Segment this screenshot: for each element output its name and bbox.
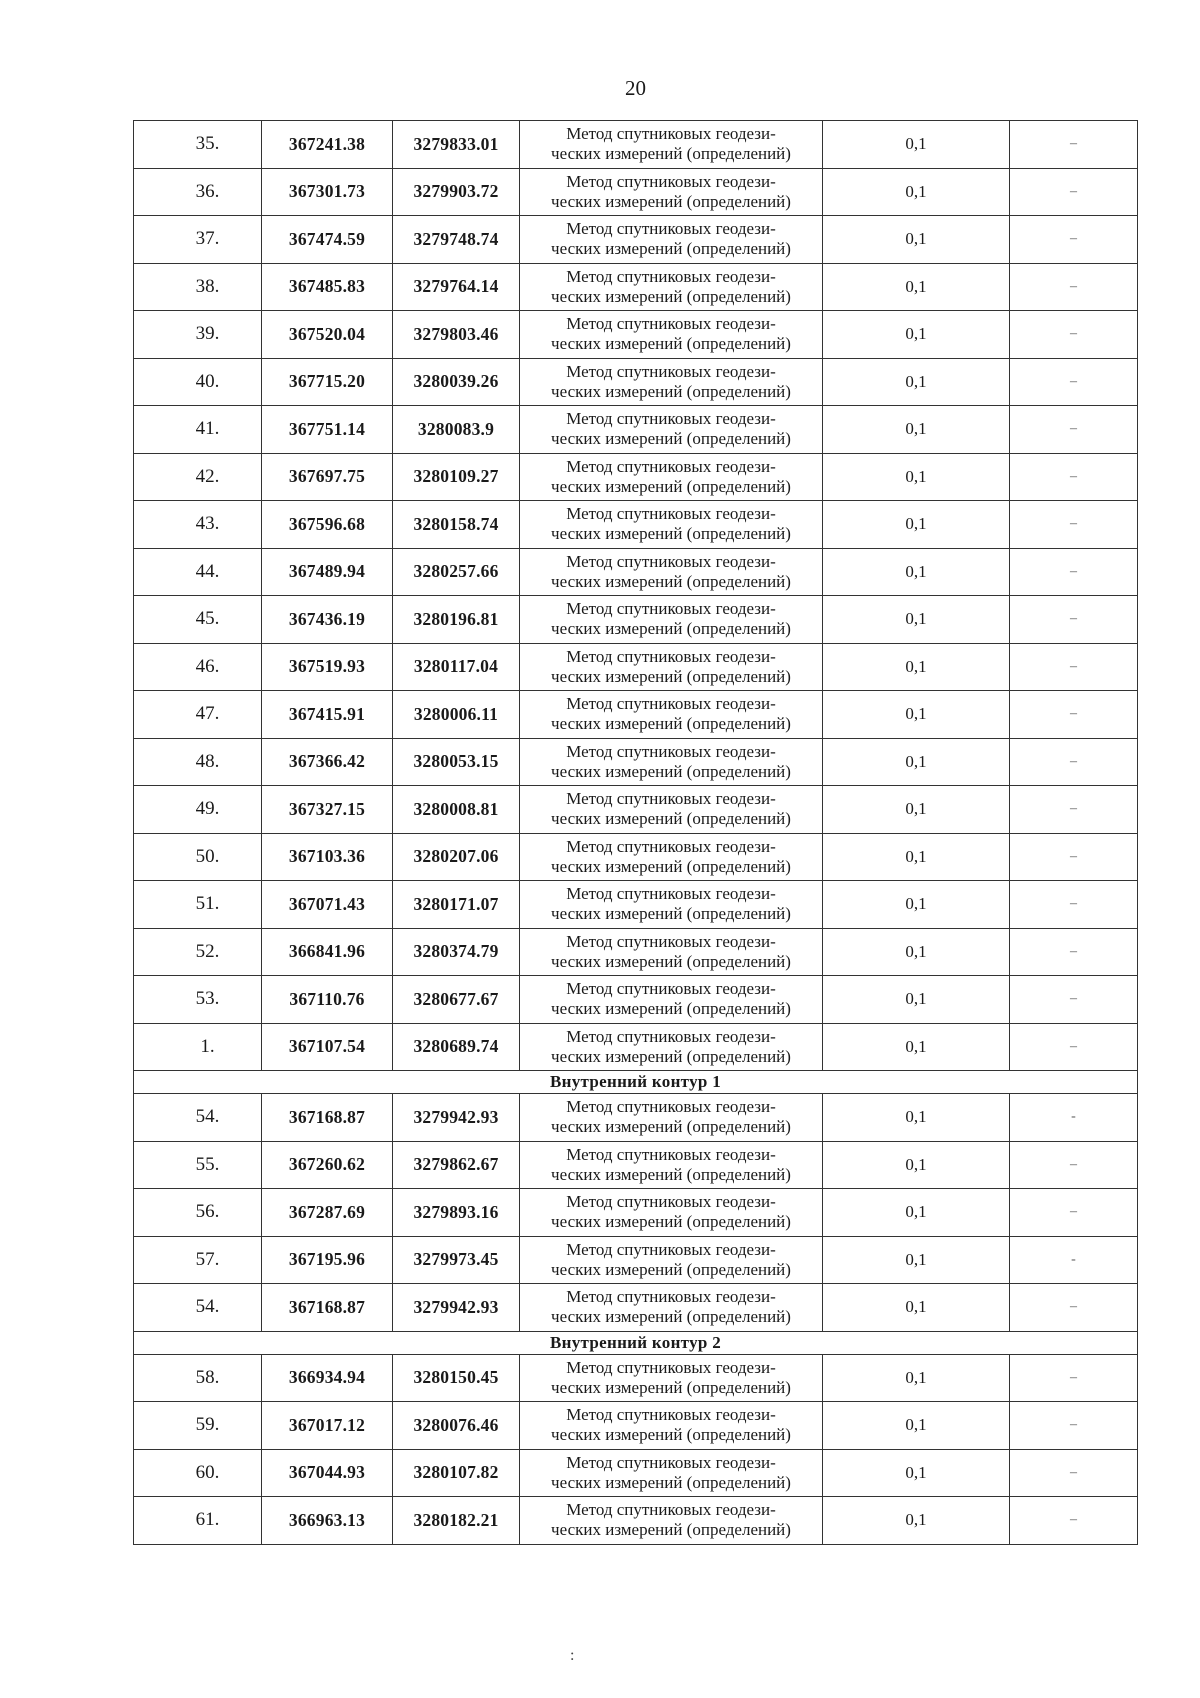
note-cell: – (1010, 881, 1138, 929)
method-text-line-2: ческих измерений (определений) (551, 429, 791, 449)
accuracy-cell: 0,1 (823, 358, 1010, 406)
accuracy-cell: 0,1 (823, 1236, 1010, 1284)
method-text-line-1: Метод спутниковых геодези- (566, 1026, 776, 1046)
table-row (134, 1094, 1138, 1142)
method-text-line-2: ческих измерений (определений) (551, 334, 791, 354)
note-cell: – (1010, 1284, 1138, 1332)
method-text-line-2: ческих измерений (определений) (551, 144, 791, 164)
point-number-cell: 58. (134, 1354, 262, 1402)
method-cell (520, 833, 823, 881)
accuracy-cell: 0,1 (823, 833, 1010, 881)
table-row (134, 1236, 1138, 1284)
point-number-cell: 48. (134, 738, 262, 786)
method-cell (520, 786, 823, 834)
y-coordinate-cell: 3280039.26 (393, 358, 520, 406)
accuracy-cell: 0,1 (823, 548, 1010, 596)
note-cell: – (1010, 311, 1138, 359)
method-cell (520, 1023, 823, 1071)
x-coordinate-cell: 367017.12 (262, 1402, 393, 1450)
footer-mark: : (570, 1647, 575, 1664)
y-coordinate-cell: 3280158.74 (393, 501, 520, 549)
point-number-cell: 44. (134, 548, 262, 596)
method-cell (520, 928, 823, 976)
method-cell (520, 406, 823, 454)
point-number-cell: 52. (134, 928, 262, 976)
y-coordinate-cell: 3280689.74 (393, 1023, 520, 1071)
method-text-line-1: Метод спутниковых геодези- (566, 1192, 776, 1212)
point-number-cell: 50. (134, 833, 262, 881)
x-coordinate-cell: 367489.94 (262, 548, 393, 596)
table-row (134, 1284, 1138, 1332)
method-text-line-1: Метод спутниковых геодези- (566, 836, 776, 856)
table-row (134, 311, 1138, 359)
note-cell: – (1010, 358, 1138, 406)
point-number-cell: 51. (134, 881, 262, 929)
section-title: Внутренний контур 1 (134, 1071, 1138, 1094)
accuracy-cell: 0,1 (823, 168, 1010, 216)
method-text-line-2: ческих измерений (определений) (551, 1259, 791, 1279)
method-text-line-2: ческих измерений (определений) (551, 856, 791, 876)
method-text-line-2: ческих измерений (определений) (551, 904, 791, 924)
method-text-line-1: Метод спутниковых геодези- (566, 1287, 776, 1307)
note-cell: – (1010, 596, 1138, 644)
method-text-line-1: Метод спутниковых геодези- (566, 1405, 776, 1425)
method-text-line-1: Метод спутниковых геодези- (566, 219, 776, 239)
accuracy-cell: 0,1 (823, 216, 1010, 264)
accuracy-cell: 0,1 (823, 1141, 1010, 1189)
method-cell (520, 1236, 823, 1284)
table-row (134, 1402, 1138, 1450)
note-cell: – (1010, 1354, 1138, 1402)
method-text-line-2: ческих измерений (определений) (551, 666, 791, 686)
accuracy-cell: 0,1 (823, 311, 1010, 359)
x-coordinate-cell: 367044.93 (262, 1449, 393, 1497)
table-row (134, 596, 1138, 644)
y-coordinate-cell: 3280006.11 (393, 691, 520, 739)
table-row (134, 358, 1138, 406)
method-cell (520, 1189, 823, 1237)
method-cell (520, 976, 823, 1024)
method-cell (520, 881, 823, 929)
accuracy-cell: 0,1 (823, 976, 1010, 1024)
method-text-line-2: ческих измерений (определений) (551, 239, 791, 259)
point-number-cell: 46. (134, 643, 262, 691)
table-row (134, 168, 1138, 216)
point-number-cell: 56. (134, 1189, 262, 1237)
y-coordinate-cell: 3280107.82 (393, 1449, 520, 1497)
point-number-cell: 42. (134, 453, 262, 501)
point-number-cell: 61. (134, 1497, 262, 1545)
method-text-line-1: Метод спутниковых геодези- (566, 741, 776, 761)
x-coordinate-cell: 367168.87 (262, 1094, 393, 1142)
y-coordinate-cell: 3280196.81 (393, 596, 520, 644)
method-text-line-1: Метод спутниковых геодези- (566, 599, 776, 619)
method-cell (520, 216, 823, 264)
note-cell: - (1010, 1236, 1138, 1284)
method-text-line-2: ческих измерений (определений) (551, 191, 791, 211)
x-coordinate-cell: 367287.69 (262, 1189, 393, 1237)
note-cell: – (1010, 501, 1138, 549)
section-header-row (134, 1071, 1138, 1094)
method-text-line-2: ческих измерений (определений) (551, 1520, 791, 1540)
method-text-line-1: Метод спутниковых геодези- (566, 646, 776, 666)
point-number-cell: 1. (134, 1023, 262, 1071)
table-row (134, 976, 1138, 1024)
note-cell: – (1010, 1402, 1138, 1450)
method-text-line-2: ческих измерений (определений) (551, 476, 791, 496)
y-coordinate-cell: 3279903.72 (393, 168, 520, 216)
note-cell: – (1010, 928, 1138, 976)
note-cell: – (1010, 406, 1138, 454)
x-coordinate-cell: 367110.76 (262, 976, 393, 1024)
note-cell: – (1010, 1141, 1138, 1189)
method-cell (520, 691, 823, 739)
y-coordinate-cell: 3280109.27 (393, 453, 520, 501)
y-coordinate-cell: 3280076.46 (393, 1402, 520, 1450)
note-cell: – (1010, 453, 1138, 501)
table-row (134, 1497, 1138, 1545)
x-coordinate-cell: 367301.73 (262, 168, 393, 216)
method-text-line-1: Метод спутниковых геодези- (566, 266, 776, 286)
note-cell: – (1010, 833, 1138, 881)
x-coordinate-cell: 367366.42 (262, 738, 393, 786)
accuracy-cell: 0,1 (823, 691, 1010, 739)
table-row (134, 453, 1138, 501)
note-cell: – (1010, 1189, 1138, 1237)
table-row (134, 1354, 1138, 1402)
method-text-line-2: ческих измерений (определений) (551, 999, 791, 1019)
x-coordinate-cell: 367260.62 (262, 1141, 393, 1189)
method-text-line-1: Метод спутниковых геодези- (566, 1500, 776, 1520)
accuracy-cell: 0,1 (823, 928, 1010, 976)
accuracy-cell: 0,1 (823, 121, 1010, 169)
y-coordinate-cell: 3279942.93 (393, 1094, 520, 1142)
method-cell (520, 1449, 823, 1497)
table-row (134, 263, 1138, 311)
method-cell (520, 738, 823, 786)
method-cell (520, 358, 823, 406)
method-cell (520, 1094, 823, 1142)
table-row (134, 216, 1138, 264)
method-text-line-1: Метод спутниковых геодези- (566, 124, 776, 144)
method-text-line-2: ческих измерений (определений) (551, 1046, 791, 1066)
table-row (134, 1189, 1138, 1237)
accuracy-cell: 0,1 (823, 501, 1010, 549)
accuracy-cell: 0,1 (823, 406, 1010, 454)
table-row (134, 121, 1138, 169)
accuracy-cell: 0,1 (823, 1094, 1010, 1142)
method-text-line-1: Метод спутниковых геодези- (566, 979, 776, 999)
method-cell (520, 311, 823, 359)
table-row (134, 786, 1138, 834)
method-cell (520, 1402, 823, 1450)
point-number-cell: 37. (134, 216, 262, 264)
note-cell: – (1010, 738, 1138, 786)
method-text-line-2: ческих измерений (определений) (551, 619, 791, 639)
point-number-cell: 43. (134, 501, 262, 549)
table-row (134, 643, 1138, 691)
x-coordinate-cell: 367485.83 (262, 263, 393, 311)
method-cell (520, 1354, 823, 1402)
method-text-line-1: Метод спутниковых геодези- (566, 456, 776, 476)
point-number-cell: 49. (134, 786, 262, 834)
x-coordinate-cell: 367715.20 (262, 358, 393, 406)
x-coordinate-cell: 366841.96 (262, 928, 393, 976)
accuracy-cell: 0,1 (823, 1284, 1010, 1332)
note-cell: – (1010, 1449, 1138, 1497)
point-number-cell: 55. (134, 1141, 262, 1189)
point-number-cell: 47. (134, 691, 262, 739)
x-coordinate-cell: 367103.36 (262, 833, 393, 881)
x-coordinate-cell: 367327.15 (262, 786, 393, 834)
table-row (134, 881, 1138, 929)
x-coordinate-cell: 366934.94 (262, 1354, 393, 1402)
y-coordinate-cell: 3279862.67 (393, 1141, 520, 1189)
accuracy-cell: 0,1 (823, 881, 1010, 929)
table-row (134, 691, 1138, 739)
note-cell: – (1010, 216, 1138, 264)
accuracy-cell: 0,1 (823, 1023, 1010, 1071)
method-text-line-2: ческих измерений (определений) (551, 1425, 791, 1445)
method-text-line-1: Метод спутниковых геодези- (566, 789, 776, 809)
accuracy-cell: 0,1 (823, 596, 1010, 644)
method-text-line-1: Метод спутниковых геодези- (566, 1357, 776, 1377)
point-number-cell: 35. (134, 121, 262, 169)
table-row (134, 548, 1138, 596)
method-cell (520, 643, 823, 691)
note-cell: – (1010, 168, 1138, 216)
note-cell: – (1010, 643, 1138, 691)
x-coordinate-cell: 367168.87 (262, 1284, 393, 1332)
y-coordinate-cell: 3280171.07 (393, 881, 520, 929)
method-text-line-2: ческих измерений (определений) (551, 286, 791, 306)
note-cell: – (1010, 786, 1138, 834)
note-cell: – (1010, 263, 1138, 311)
section-title: Внутренний контур 2 (134, 1331, 1138, 1354)
y-coordinate-cell: 3279748.74 (393, 216, 520, 264)
y-coordinate-cell: 3280257.66 (393, 548, 520, 596)
method-text-line-2: ческих измерений (определений) (551, 1472, 791, 1492)
method-text-line-2: ческих измерений (определений) (551, 1307, 791, 1327)
method-cell (520, 263, 823, 311)
method-text-line-1: Метод спутниковых геодези- (566, 504, 776, 524)
x-coordinate-cell: 367596.68 (262, 501, 393, 549)
y-coordinate-cell: 3280150.45 (393, 1354, 520, 1402)
method-cell (520, 121, 823, 169)
method-text-line-2: ческих измерений (определений) (551, 524, 791, 544)
method-cell (520, 1284, 823, 1332)
method-text-line-2: ческих измерений (определений) (551, 809, 791, 829)
y-coordinate-cell: 3280374.79 (393, 928, 520, 976)
method-text-line-1: Метод спутниковых геодези- (566, 1097, 776, 1117)
method-text-line-2: ческих измерений (определений) (551, 1377, 791, 1397)
x-coordinate-cell: 367474.59 (262, 216, 393, 264)
note-cell: – (1010, 1497, 1138, 1545)
point-number-cell: 39. (134, 311, 262, 359)
method-text-line-1: Метод спутниковых геодези- (566, 551, 776, 571)
accuracy-cell: 0,1 (823, 1497, 1010, 1545)
method-text-line-2: ческих измерений (определений) (551, 381, 791, 401)
y-coordinate-cell: 3279803.46 (393, 311, 520, 359)
point-number-cell: 36. (134, 168, 262, 216)
method-text-line-2: ческих измерений (определений) (551, 1164, 791, 1184)
y-coordinate-cell: 3280677.67 (393, 976, 520, 1024)
method-text-line-1: Метод спутниковых геодези- (566, 1452, 776, 1472)
y-coordinate-cell: 3280207.06 (393, 833, 520, 881)
method-text-line-1: Метод спутниковых геодези- (566, 361, 776, 381)
x-coordinate-cell: 367751.14 (262, 406, 393, 454)
y-coordinate-cell: 3279764.14 (393, 263, 520, 311)
table-row (134, 833, 1138, 881)
method-text-line-2: ческих измерений (определений) (551, 761, 791, 781)
method-text-line-1: Метод спутниковых геодези- (566, 314, 776, 334)
x-coordinate-cell: 367107.54 (262, 1023, 393, 1071)
method-cell (520, 1141, 823, 1189)
page-number: 20 (625, 76, 646, 100)
method-cell (520, 168, 823, 216)
method-text-line-2: ческих измерений (определений) (551, 1212, 791, 1232)
accuracy-cell: 0,1 (823, 786, 1010, 834)
method-text-line-2: ческих измерений (определений) (551, 714, 791, 734)
point-number-cell: 54. (134, 1094, 262, 1142)
point-number-cell: 40. (134, 358, 262, 406)
note-cell: – (1010, 1023, 1138, 1071)
accuracy-cell: 0,1 (823, 1449, 1010, 1497)
x-coordinate-cell: 367436.19 (262, 596, 393, 644)
table-row (134, 501, 1138, 549)
y-coordinate-cell: 3280182.21 (393, 1497, 520, 1545)
table-row (134, 1023, 1138, 1071)
method-text-line-1: Метод спутниковых геодези- (566, 884, 776, 904)
note-cell: - (1010, 1094, 1138, 1142)
method-text-line-1: Метод спутниковых геодези- (566, 694, 776, 714)
method-cell (520, 501, 823, 549)
point-number-cell: 38. (134, 263, 262, 311)
note-cell: – (1010, 691, 1138, 739)
note-cell: – (1010, 121, 1138, 169)
y-coordinate-cell: 3280053.15 (393, 738, 520, 786)
method-text-line-2: ческих измерений (определений) (551, 1117, 791, 1137)
method-cell (520, 596, 823, 644)
y-coordinate-cell: 3279893.16 (393, 1189, 520, 1237)
method-text-line-1: Метод спутниковых геодези- (566, 1144, 776, 1164)
table-row (134, 1141, 1138, 1189)
method-text-line-2: ческих измерений (определений) (551, 571, 791, 591)
table-row (134, 406, 1138, 454)
accuracy-cell: 0,1 (823, 453, 1010, 501)
accuracy-cell: 0,1 (823, 263, 1010, 311)
point-number-cell: 60. (134, 1449, 262, 1497)
point-number-cell: 41. (134, 406, 262, 454)
x-coordinate-cell: 367195.96 (262, 1236, 393, 1284)
point-number-cell: 45. (134, 596, 262, 644)
y-coordinate-cell: 3280083.9 (393, 406, 520, 454)
x-coordinate-cell: 367241.38 (262, 121, 393, 169)
coordinates-table (133, 120, 1138, 1545)
note-cell: – (1010, 976, 1138, 1024)
y-coordinate-cell: 3280008.81 (393, 786, 520, 834)
table-row (134, 738, 1138, 786)
point-number-cell: 54. (134, 1284, 262, 1332)
accuracy-cell: 0,1 (823, 1354, 1010, 1402)
method-cell (520, 1497, 823, 1545)
x-coordinate-cell: 367519.93 (262, 643, 393, 691)
x-coordinate-cell: 366963.13 (262, 1497, 393, 1545)
accuracy-cell: 0,1 (823, 643, 1010, 691)
method-text-line-2: ческих измерений (определений) (551, 951, 791, 971)
section-header-row (134, 1331, 1138, 1354)
y-coordinate-cell: 3280117.04 (393, 643, 520, 691)
point-number-cell: 57. (134, 1236, 262, 1284)
method-text-line-1: Метод спутниковых геодези- (566, 1239, 776, 1259)
x-coordinate-cell: 367415.91 (262, 691, 393, 739)
table-row (134, 1449, 1138, 1497)
y-coordinate-cell: 3279973.45 (393, 1236, 520, 1284)
point-number-cell: 53. (134, 976, 262, 1024)
y-coordinate-cell: 3279833.01 (393, 121, 520, 169)
accuracy-cell: 0,1 (823, 1189, 1010, 1237)
point-number-cell: 59. (134, 1402, 262, 1450)
method-text-line-1: Метод спутниковых геодези- (566, 409, 776, 429)
method-text-line-1: Метод спутниковых геодези- (566, 171, 776, 191)
accuracy-cell: 0,1 (823, 738, 1010, 786)
x-coordinate-cell: 367071.43 (262, 881, 393, 929)
table-row (134, 928, 1138, 976)
x-coordinate-cell: 367697.75 (262, 453, 393, 501)
method-text-line-1: Метод спутниковых геодези- (566, 931, 776, 951)
method-cell (520, 548, 823, 596)
y-coordinate-cell: 3279942.93 (393, 1284, 520, 1332)
method-cell (520, 453, 823, 501)
x-coordinate-cell: 367520.04 (262, 311, 393, 359)
note-cell: – (1010, 548, 1138, 596)
accuracy-cell: 0,1 (823, 1402, 1010, 1450)
